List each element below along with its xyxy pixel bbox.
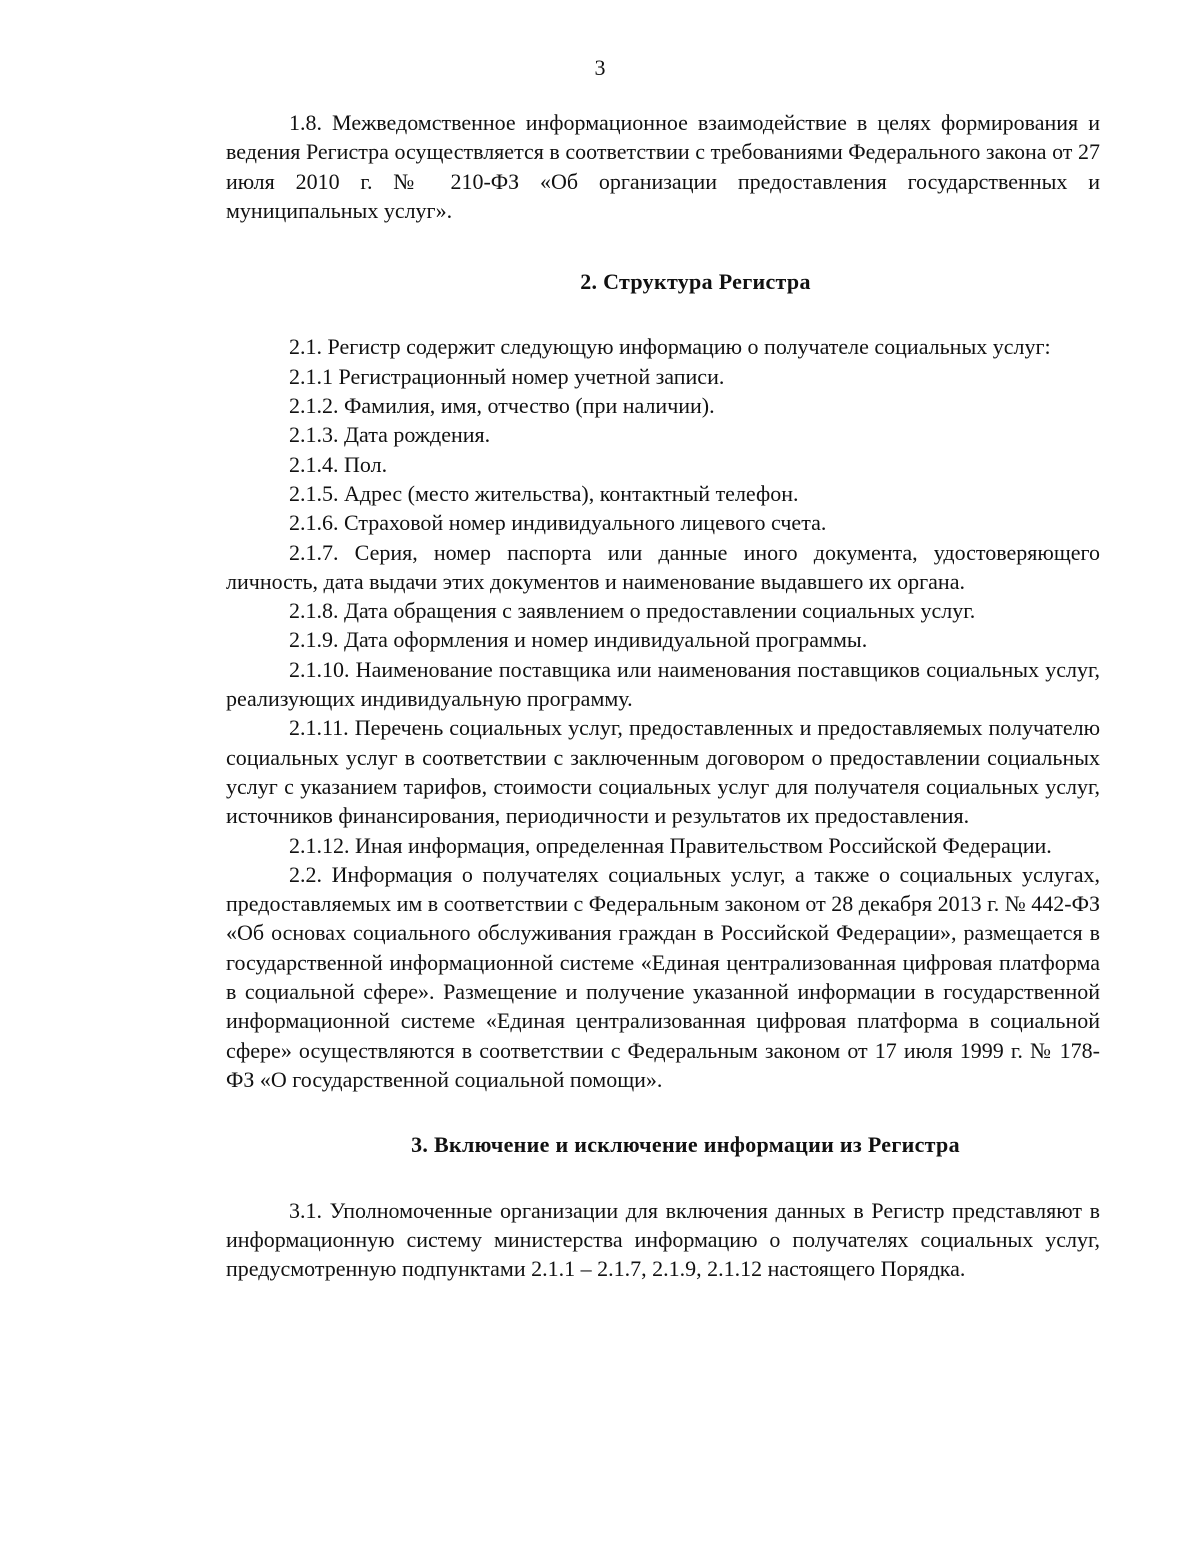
paragraph-3-1: 3.1. Уполномоченные организации для включения данных в Регистр представляют в информационную систему министерства информацию о получателях социальных услуг, предусмотренную подпунктами 2.1.1 – 2.1.7, 2.1.9, 2.1.12 настоящего Порядка. [226,1197,1100,1282]
paragraph-2-2: 2.2. Информация о получателях социальных услуг, а также о социальных услугах, предоставляемых им в соответствии с Федеральным законом от 28 декабря 2013 г. № 442-ФЗ «Об основах социального обслуживания граждан в Российской Федерации», размещается в государственной информационной системе «Единая централизованная цифровая платформа в социальной сфере». Размещение и получение указанной информации в государственной информационной системе «Единая централизованная цифровая платформа в социальной сфере» осуществляются в соответствии с Федеральным законом от 17 июля 1999 г. № 178-ФЗ «О государственной социальной помощи». [226,861,1100,1092]
section-2-heading: 2. Структура Регистра [580,269,811,295]
item-2-1-12: 2.1.12. Иная информация, определенная Правительством Российской Федерации. [289,832,1052,858]
page-number: 3 [594,55,606,80]
item-2-1-8: 2.1.8. Дата обращения с заявлением о предоставлении социальных услуг. [289,598,976,624]
item-2-1-6: 2.1.6. Страховой номер индивидуального лицевого счета. [289,510,827,536]
item-2-1-4: 2.1.4. Пол. [289,451,388,477]
document-body [226,108,1100,1283]
paragraph-2-1: 2.1. Регистр содержит следующую информацию о получателе социальных услуг: [289,334,1051,360]
item-2-1-1: 2.1.1 Регистрационный номер учетной записи. [289,363,725,389]
item-2-1-2: 2.1.2. Фамилия, имя, отчество (при наличии). [289,393,715,419]
item-2-1-7: 2.1.7. Серия, номер паспорта или данные иного документа, удостоверяющего личность, дата выдачи этих документов и наименование выдавшего их органа. [226,539,1100,594]
section-3-heading: 3. Включение и исключение информации из Регистра [411,1132,960,1158]
paragraph-1-8: 1.8. Межведомственное информационное взаимодействие в целях формирования и ведения Регистра осуществляется в соответствии с требованиями Федерального закона от 27 июля 2010 г. № 210-ФЗ «Об организации предоставления государственных и муниципальных услуг». [226,110,1100,223]
item-2-1-3: 2.1.3. Дата рождения. [289,422,491,448]
item-2-1-5: 2.1.5. Адрес (место жительства), контактный телефон. [289,480,799,506]
item-2-1-9: 2.1.9. Дата оформления и номер индивидуальной программы. [289,627,868,653]
item-2-1-10: 2.1.10. Наименование поставщика или наименования поставщиков социальных услуг, реализующих индивидуальную программу. [226,656,1100,712]
item-2-1-11: 2.1.11. Перечень социальных услуг, предоставленных и предоставляемых получателю социальных услуг в соответствии с заключенным договором о предоставлении социальных услуг с указанием тарифов, стоимости социальных услуг для получателя социальных услуг, источников финансирования, периодичности и результатов их предоставления. [226,715,1100,829]
